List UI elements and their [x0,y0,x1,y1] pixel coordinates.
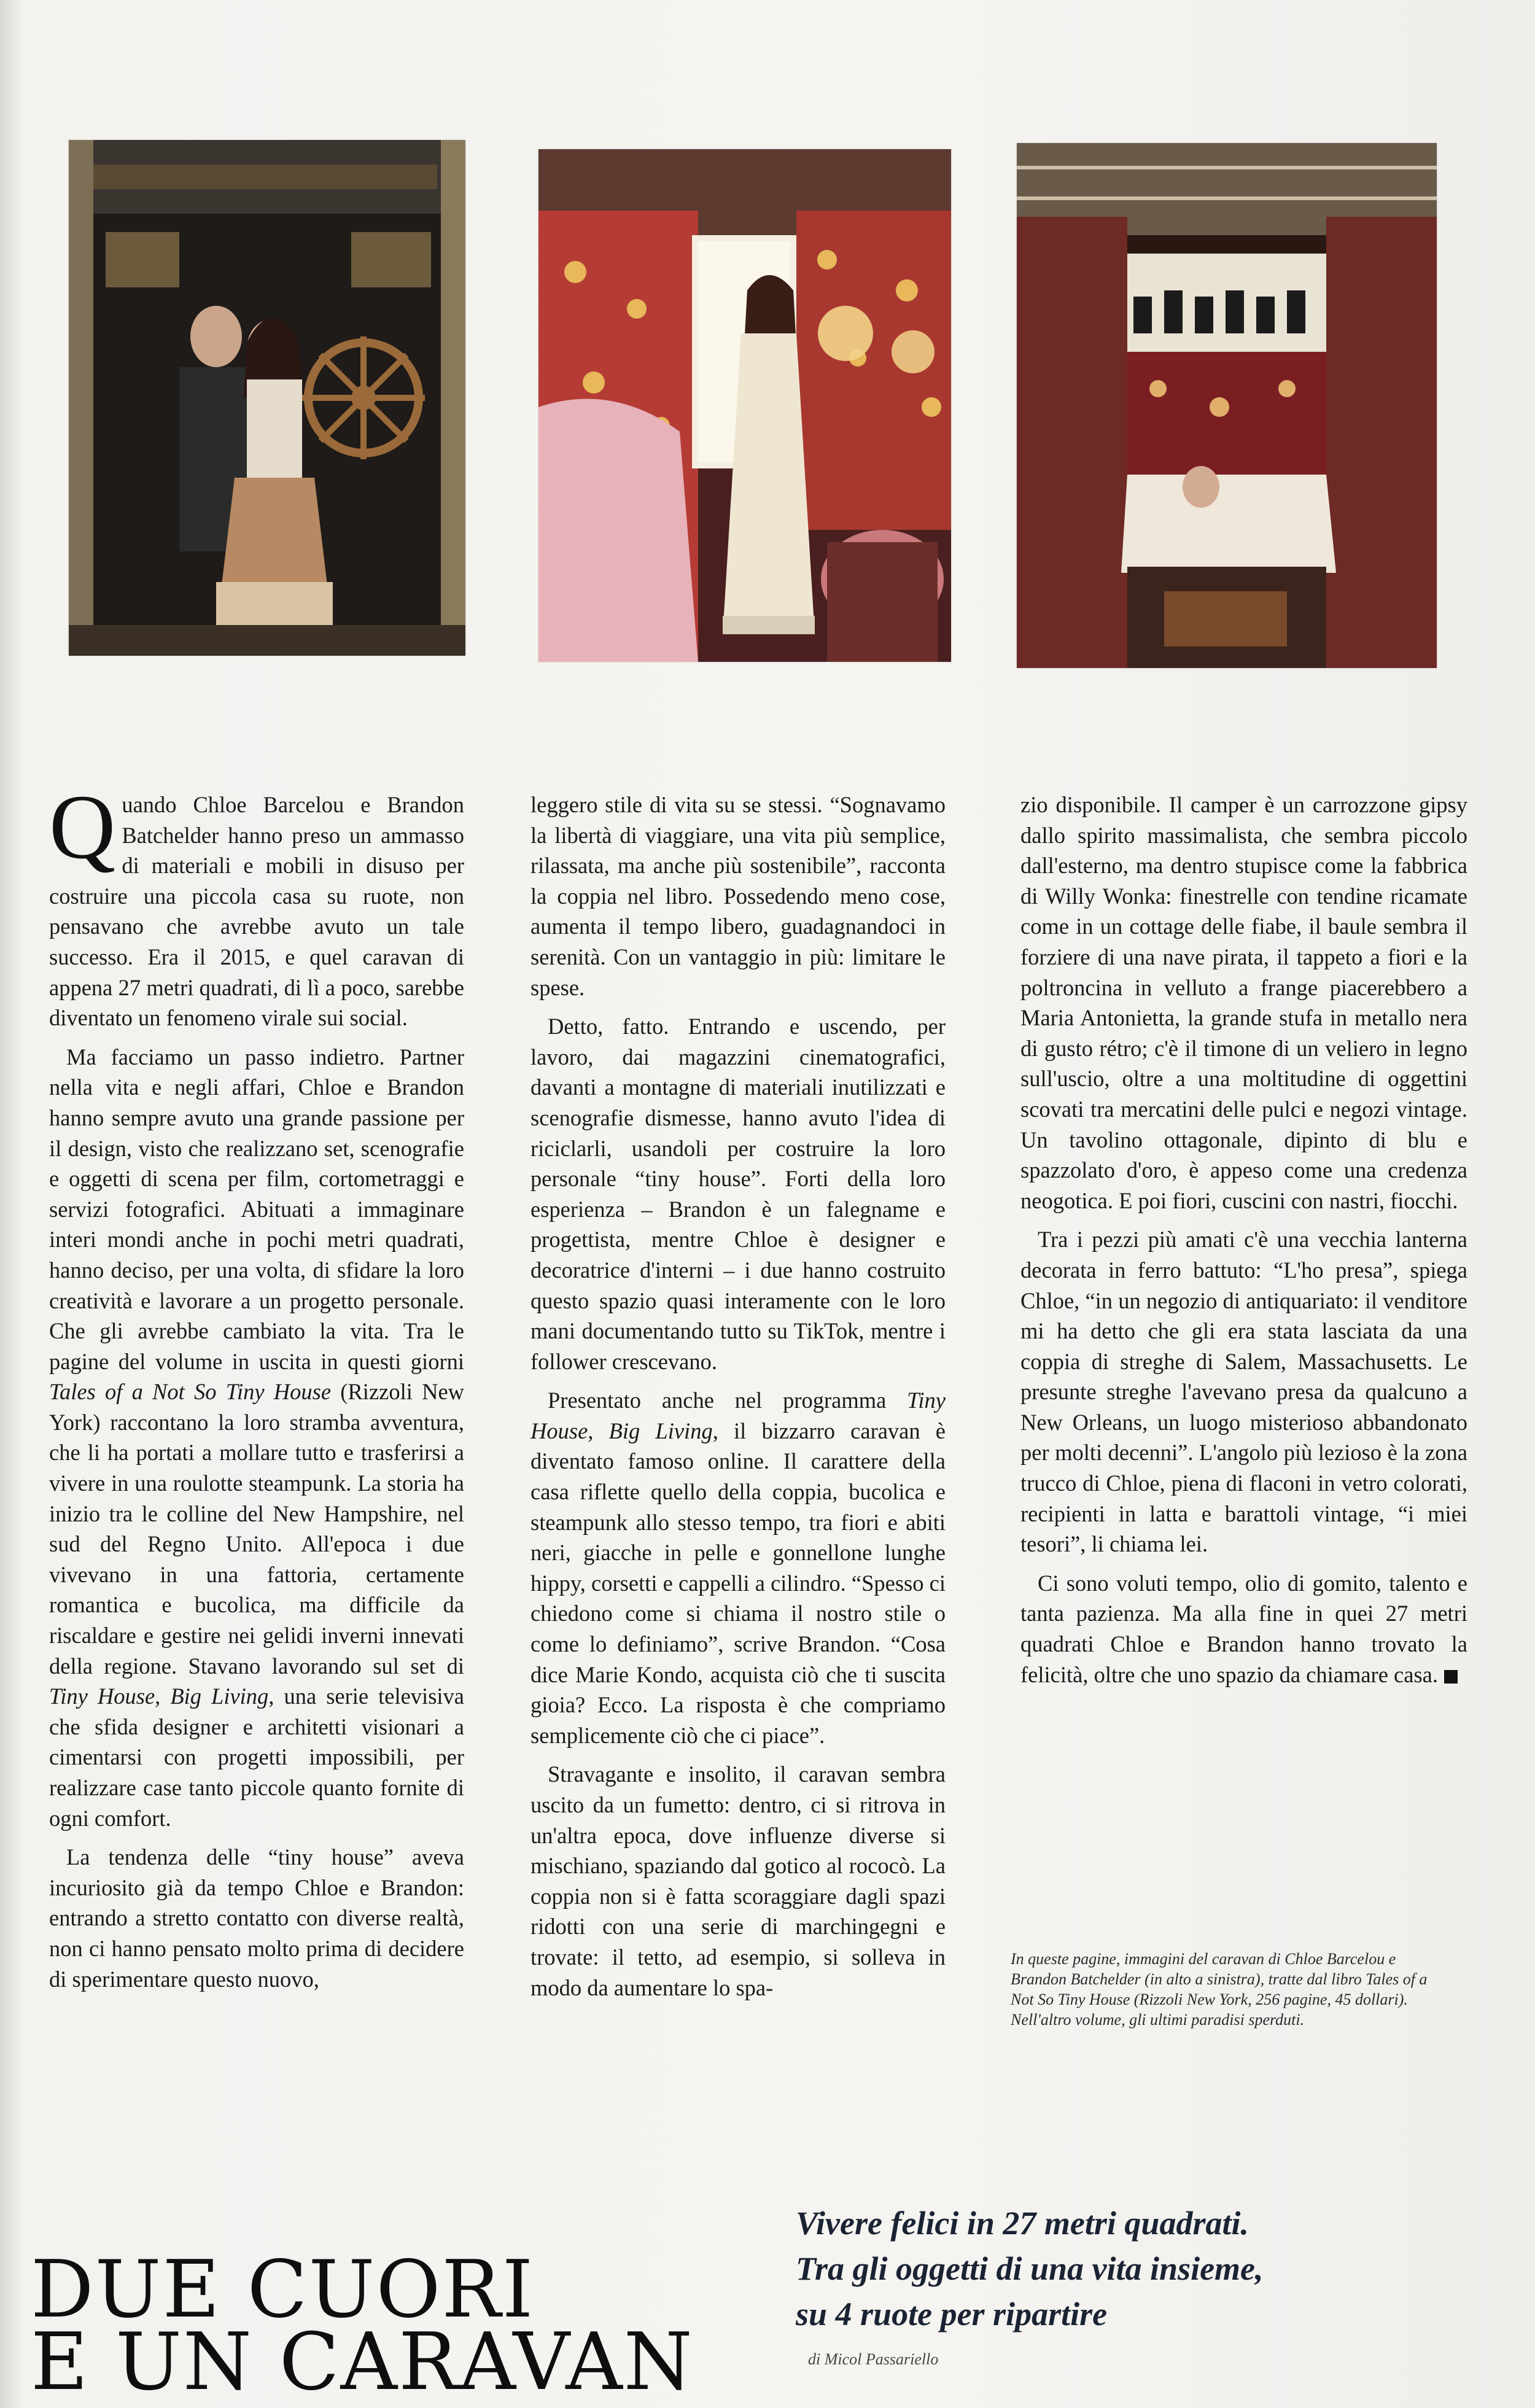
paragraph-text: Presentato anche nel programma [548,1388,887,1413]
article-column-2 [530,790,946,2003]
paragraph-text: (Rizzoli New York) raccontano la loro stramba avventura, che li ha portati a mollare tutto e trasferirsi a vivere in una roulotte steampunk. La storia ha inizio tra le colline del New Hampshire, nel sud del Regno Unito. All'epoca i due vivevano in una fattoria, certamente romantica e bucolica, ma difficile da riscaldare e gestire nei gelidi inverni innevati della regione. Stavano lavorando sul set di [49,1379,465,1679]
photo-chloe-window [538,149,951,662]
article-paragraph [49,1842,464,1994]
book-title: Tales of a Not So Tiny House [49,1379,332,1405]
article-paragraph [49,776,464,1033]
subtitle-text: su 4 ruote per ripartire [796,2296,1108,2332]
paragraph-text: , una serie televisiva che sfida designer e architetti visionari a cimentarsi con progetti impossibili, per realizzare case tanto piccole quanto fornite di ogni comfort. [49,1684,464,1831]
article-paragraph [1020,1224,1467,1559]
headline-line: E UN CARAVAN [31,2316,694,2408]
end-mark-icon [1444,1670,1458,1684]
subtitle-line: Vivere felici in 27 metri quadrati. [796,2205,1249,2242]
subtitle-line [796,2291,1514,2382]
show-title: Tiny House, Big Living [530,1388,946,1443]
paragraph-text: Tra i pezzi più amati c'è una vecchia lanterna decorata in ferro battuto: “L'ho presa”, spiega Chloe, “in un negozio di antiquariato: il venditore mi ha detto che gli era stata lasciata da una coppia di streghe di Salem, Massachusetts. Le presunte streghe l'avevano presa da qualcuno a New Orleans, un luogo misterioso abbandonato per molti decenni”. L'angolo più lezioso è la zona trucco di Chloe, piena di flaconi in vetro colorati, recipienti in latta e barattoli vintage, “i miei tesori”, li chiama lei. [1020,1227,1467,1557]
article-subtitle [796,2200,1514,2382]
article-headline [31,2243,804,2408]
show-title: Tiny House, Big Living [49,1684,269,1709]
article-paragraph [530,790,946,1003]
article-paragraph [1020,790,1467,1216]
article-paragraph [49,1042,464,1833]
article-paragraph [1020,1568,1467,1690]
article-paragraph [530,1759,946,2003]
paragraph-text: zio disponibile. Il camper è un carrozzone gipsy dallo spirito massimalista, che sembra piccolo dall'esterno, ma dentro stupisce come la fabbrica di Willy Wonka: finestrelle con tendine ricamate come in un cottage delle fiabe, il baule sembra il forziere di una nave pirata, il tappeto a fiori e la poltroncina in velluto a frange piacerebbero a Maria Antonietta, la grande stufa in metallo nera di gusto rétro; c'è il timone di un veliero in legno sull'uscio, oltre a una moltitudine di oggettini scovati tra mercatini delle pulci e negozi vintage. Un tavolino ottagonale, dipinto di blu e spazzolato d'oro, è appeso come una credenza neogotica. E poi fiori, cuscini con nastri, fiocchi. [1020,792,1467,1213]
drop-cap: Q [49,776,116,878]
paragraph-text: leggero stile di vita su se stessi. “Sognavamo la libertà di viaggiare, una vita più semplice, rilassata, ma anche più sostenibile”, racconta la coppia nel libro. Possedendo meno cose, aumenta il tempo libero, guadagnandoci in serenità. Con un vantaggio in più: limitare le spese. [530,792,946,1000]
headline-line: DUE CUORI [31,2243,535,2336]
paragraph-text: Ci sono voluti tempo, olio di gomito, talento e tanta pazienza. Ma alla fine in quei 27 metri quadrati Chloe e Brandon hanno trovato la felicità, oltre che uno spazio da chiamare casa. [1020,1570,1467,1687]
paragraph-text: Ma facciamo un passo indietro. Partner nella vita e negli affari, Chloe e Brandon hanno sempre avuto una grande passione per il design, visto che realizzano set, scenografie e oggetti di scena per film, cortometraggi e servizi fotografici. Abituati a immaginare interi mondi anche in pochi metri quadrati, hanno deciso, per una volta, di sfidare la loro creatività e lavorare a un progetto personale. Che gli avrebbe cambiato la vita. Tra le pagine del volume in uscita in questi giorni [49,1044,464,1374]
byline: di Micol Passariello [808,2350,939,2368]
photo-caravan-interior [1017,143,1437,668]
article-paragraph [530,1385,946,1750]
paragraph-text: Stravagante e insolito, il caravan sembra uscito da un fumetto: dentro, ci si ritrova in un'altra epoca, dove influenze diverse si mischiano, spaziando dal gotico al rococò. La coppia non si è fatta scoraggiare dagli spazi ridotti con una serie di marchingegni e trovate: il tetto, ad esempio, si solleva in modo da aumentare lo spa- [530,1761,946,2000]
subtitle-line: Tra gli oggetti di una vita insieme, [796,2250,1264,2287]
article-paragraph [530,1011,946,1377]
paragraph-text: La tendenza delle “tiny house” aveva incuriosito già da tempo Chloe e Brandon: entrando a stretto contatto con diverse realtà, non ci hanno pensato molto prima di decidere di sperimentare questo nuovo, [49,1844,464,1992]
article-column-1 [49,776,465,1994]
paragraph-text: uando Chloe Barcelou e Brandon Batchelder hanno preso un ammasso di materiali e mobili in disuso per costruire una piccola casa su ruote, non pensavano che avrebbe avuto un tale successo. Era il 2015, e quel caravan di appena 27 metri quadrati, di lì a poco, sarebbe diventato un fenomeno virale sui social. [49,792,464,1031]
paragraph-text: , il bizzarro caravan è diventato famoso online. Il carattere della casa riflette quello della coppia, bucolica e steampunk allo stesso tempo, tra fiori e abiti neri, giacche in pelle e gonnellone lunghe hippy, corsetti e cappelli a cilindro. “Spesso ci chiedono come si chiama il nostro stile o come lo definiamo”, scrive Brandon. “Cosa dice Marie Kondo, acquista ciò che ti suscita gioia? Ecco. La risposta è che compriamo semplicemente ciò che ci piace”. [530,1418,946,1748]
photo-caption: In queste pagine, immagini del caravan di Chloe Barcelou e Brandon Batchelder (in alto a sinistra), tratte dal libro Tales of a Not So Tiny House (Rizzoli New York, 256 pagine, 45 dollari). Nell'altro volume, gli ultimi paradisi sperduti. [1011,1950,1428,2029]
article-column-3 [1020,790,1467,1690]
paragraph-text: Detto, fatto. Entrando e uscendo, per lavoro, dai magazzini cinematografici, davanti a montagne di materiali inutilizzati e scenografie dismesse, hanno avuto l'idea di riciclarli, usandoli per costruire la loro personale “tiny house”. Forti della loro esperienza – Brandon è un falegname e progettista, mentre Chloe è designer e decoratrice d'interni – i due hanno costruito questo spazio quasi interamente con le loro mani documentando tutto su TikTok, mentre i follower crescevano. [530,1014,946,1374]
photo-couple-exterior [69,140,465,656]
